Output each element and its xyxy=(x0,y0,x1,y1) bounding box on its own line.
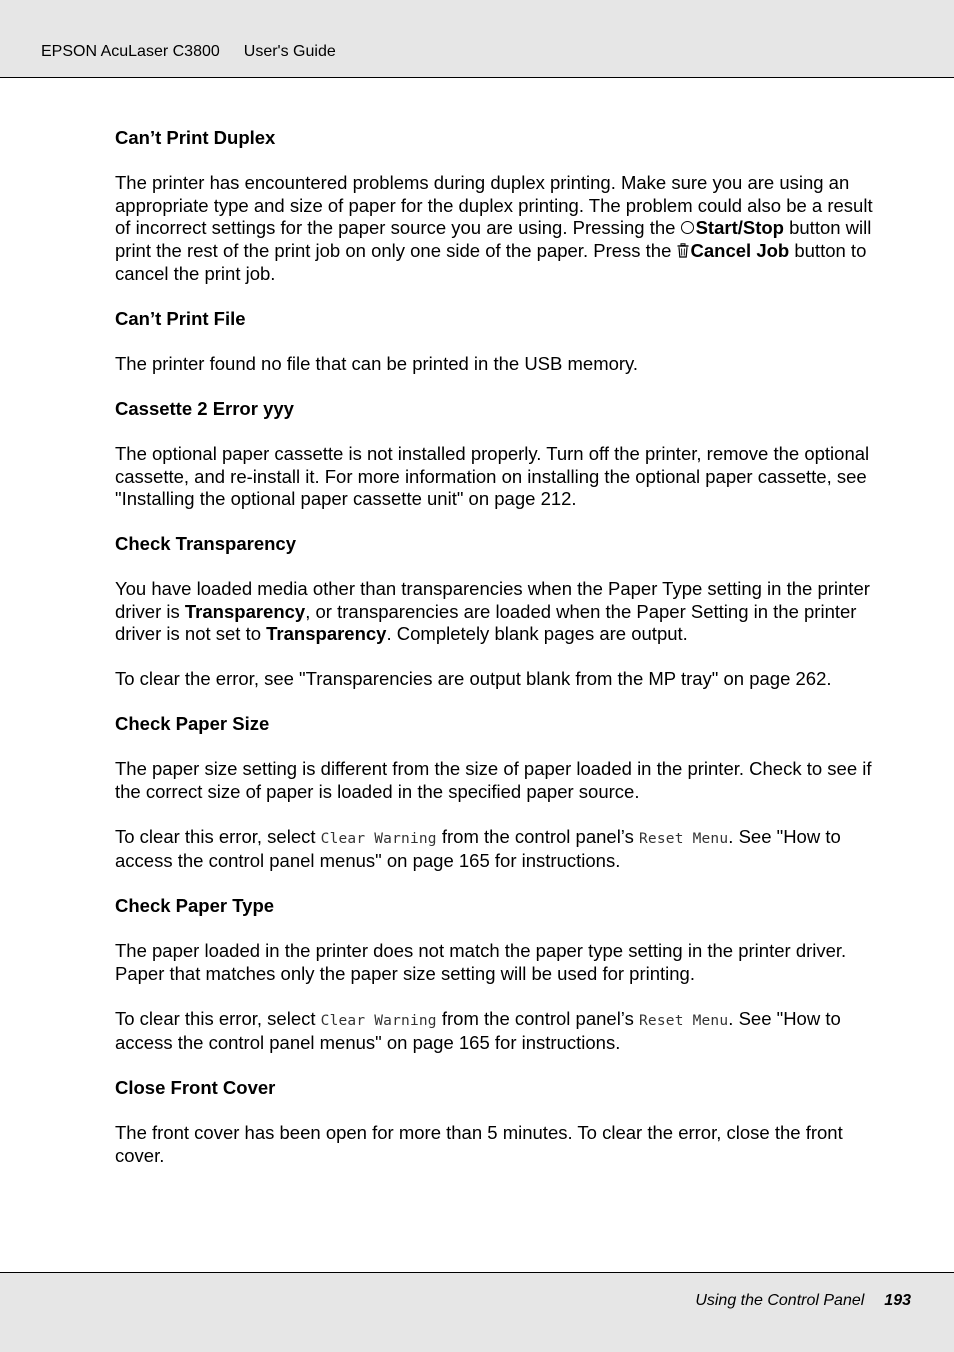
footer-text xyxy=(695,1291,911,1311)
header-text xyxy=(41,42,336,62)
reset-menu-label: Reset Menu xyxy=(639,831,728,847)
transparency-setting-label: Transparency xyxy=(266,623,386,644)
paragraph-text: . Completely blank pages are output. xyxy=(386,623,687,644)
section-check-paper-size xyxy=(115,713,880,873)
footer-section-title: Using the Control Panel xyxy=(695,1292,864,1309)
section-heading: Can’t Print Duplex xyxy=(115,127,880,150)
section-paragraph: To clear the error, see "Transparencies are output blank from the MP tray" on page 262. xyxy=(115,668,880,691)
section-paragraph xyxy=(115,172,880,286)
clear-warning-menu-item: Clear Warning xyxy=(321,1013,437,1029)
page-footer xyxy=(0,1272,954,1352)
paragraph-text: button will print the rest of the print job on only one side of the paper. Press the xyxy=(115,217,871,261)
section-heading: Check Transparency xyxy=(115,533,880,556)
paragraph-text: button to cancel the print job. xyxy=(115,240,866,285)
section-heading: Cassette 2 Error yyy xyxy=(115,398,880,421)
header-product: EPSON AcuLaser C3800 xyxy=(41,43,220,60)
section-cant-print-duplex xyxy=(115,127,880,286)
paragraph-text: To clear this error, select xyxy=(115,1008,321,1029)
paragraph-text: The printer has encountered problems during duplex printing. Make sure you are using an appropriate type and size of paper for the duplex printing. The problem could also be a result of incorrect settings for the paper source you are using. Pressing the xyxy=(115,172,873,238)
header-guide: User's Guide xyxy=(244,43,336,60)
section-check-transparency xyxy=(115,533,880,691)
paragraph-text: , or transparencies are loaded when the Paper Setting in the printer driver is not set to xyxy=(115,601,856,645)
page-number: 193 xyxy=(884,1292,911,1309)
section-cassette-error xyxy=(115,398,880,511)
section-heading: Can’t Print File xyxy=(115,308,880,331)
cancel-job-button-label: Cancel Job xyxy=(691,240,790,261)
section-paragraph: The front cover has been open for more than 5 minutes. To clear the error, close the front cover. xyxy=(115,1122,880,1167)
section-check-paper-type xyxy=(115,895,880,1055)
section-paragraph xyxy=(115,578,880,646)
section-heading: Close Front Cover xyxy=(115,1077,880,1100)
paragraph-text: from the control panel’s xyxy=(437,826,639,847)
transparency-setting-label: Transparency xyxy=(185,601,305,622)
paragraph-text: . See "How to access the control panel menus" on page 165 for instructions. xyxy=(115,1008,841,1054)
section-heading: Check Paper Size xyxy=(115,713,880,736)
paragraph-text: You have loaded media other than transparencies when the Paper Type setting in the printer driver is xyxy=(115,578,870,622)
section-paragraph: The optional paper cassette is not installed properly. Turn off the printer, remove the optional cassette, and re-install it. For more information on installing the optional paper cassette, see "Installing the optional paper cassette unit" on page 212. xyxy=(115,443,880,511)
paragraph-text: To clear this error, select xyxy=(115,826,321,847)
section-cant-print-file xyxy=(115,308,880,376)
reset-menu-label: Reset Menu xyxy=(639,1013,728,1029)
start-stop-button-label: Start/Stop xyxy=(696,217,784,238)
trash-icon xyxy=(677,241,689,264)
section-close-front-cover xyxy=(115,1077,880,1167)
clear-warning-menu-item: Clear Warning xyxy=(321,831,437,847)
circle-icon xyxy=(681,221,694,234)
section-paragraph xyxy=(115,1008,880,1055)
paragraph-text: . See "How to access the control panel menus" on page 165 for instructions. xyxy=(115,826,841,872)
paragraph-text: from the control panel’s xyxy=(437,1008,639,1029)
section-paragraph: The printer found no file that can be printed in the USB memory. xyxy=(115,353,880,376)
section-paragraph xyxy=(115,826,880,873)
section-paragraph: The paper loaded in the printer does not match the paper type setting in the printer driver. Paper that matches only the paper size setting will be used for printing. xyxy=(115,940,880,985)
section-paragraph: The paper size setting is different from the size of paper loaded in the printer. Check to see if the correct size of paper is loaded in the specified paper source. xyxy=(115,758,880,803)
page-header xyxy=(0,0,954,78)
page-content xyxy=(115,127,880,1190)
section-heading: Check Paper Type xyxy=(115,895,880,918)
